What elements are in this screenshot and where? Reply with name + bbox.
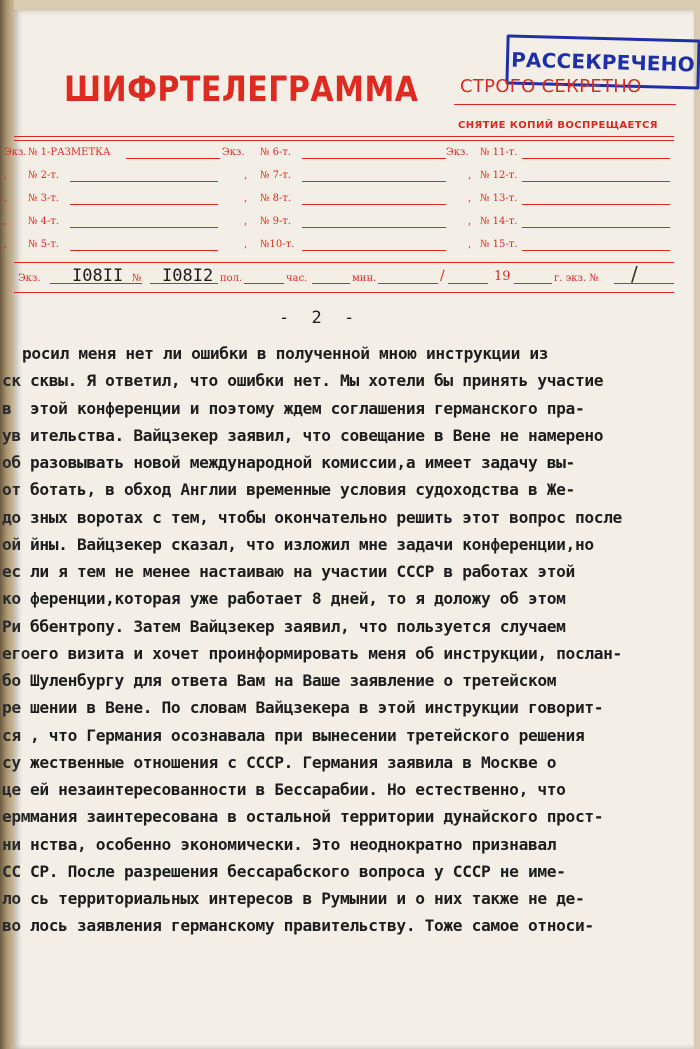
body-line: жественные отношения с СССР. Германия заявила в Москве о — [30, 752, 557, 772]
body-line: , что Германия осознавала при вынесении третейского решения — [30, 725, 585, 745]
copies-label: № 12-т. — [480, 170, 518, 181]
body-line: мания заинтересована в остальной территории дунайского прост- — [30, 807, 604, 827]
no-copy-notice: СНЯТИЕ КОПИЙ ВОСПРЕЩАЕТСЯ — [458, 120, 658, 131]
body-line: этой конференции и поэтому ждем соглашения германского пра- — [30, 398, 585, 418]
copies-label: № 6-т. — [260, 147, 292, 158]
body-line: росил меня нет ли ошибки в полученной мною инструкции из — [22, 344, 549, 363]
copies-prefix: , — [468, 239, 472, 250]
copies-prefix: , — [244, 170, 248, 181]
copies-prefix: , — [4, 193, 8, 204]
copies-label: № 14-т. — [480, 216, 518, 227]
copies-prefix: Экз. — [4, 147, 27, 158]
body-line: йны. Вайцзекер сказал, что изложил мне задачи конференции,но — [30, 534, 594, 554]
reg-number-out: I08I2 — [162, 266, 214, 286]
copies-fill-line — [522, 227, 670, 228]
body-line: его визита и хочет проинформировать меня об инструкции, послан- — [30, 643, 622, 663]
copies-label: № 1-РАЗМЕТКА — [28, 147, 111, 158]
body-line: ботать, в обход Англии временные условия судоходства в Же- — [30, 480, 575, 500]
copies-fill-line — [302, 250, 446, 251]
copies-fill-line — [302, 158, 446, 159]
copies-fill-line — [302, 181, 446, 182]
margin-fragment: СС — [2, 861, 21, 881]
copies-prefix: , — [4, 216, 8, 227]
reg-copy-number: / — [631, 262, 638, 286]
document-sheet — [2, 10, 696, 1049]
copies-fill-line — [522, 204, 670, 205]
margin-fragment: су — [2, 752, 21, 772]
copies-prefix: , — [4, 170, 8, 181]
reg-minutes-label: мин. — [352, 273, 377, 284]
copies-fill-line — [522, 158, 670, 159]
copies-fill-line — [70, 250, 218, 251]
copies-label: № 5-т. — [28, 239, 60, 250]
copies-fill-line — [70, 204, 218, 205]
margin-fragment: об — [2, 453, 21, 472]
copies-prefix: , — [4, 239, 8, 250]
copies-prefix: , — [244, 239, 248, 250]
body-line: СР. После разрешения бессарабского вопроса у СССР не име- — [30, 861, 566, 881]
body-line: зных воротах с тем, чтобы окончательно решить этот вопрос после — [30, 507, 622, 527]
body-line: ференции,которая уже работает 8 дней, то я доложу об этом — [30, 589, 566, 609]
secrecy-label: СТРОГО СЕКРЕТНО — [460, 76, 642, 97]
reg-prefix: Экз. — [18, 273, 41, 284]
copies-prefix: , — [468, 216, 472, 227]
header-rule — [14, 136, 674, 137]
margin-fragment: ой — [2, 534, 21, 554]
body-line: шении в Вене. По словам Вайцзекера в этой инструкции говорит- — [30, 698, 604, 718]
margin-fragment: от — [2, 480, 21, 500]
body-line: разовывать новой международной комиссии,а имеет задачу вы- — [30, 453, 575, 472]
copies-label: № 11-т. — [480, 147, 518, 158]
margin-fragment: ск — [2, 371, 21, 391]
copies-label: № 8-т. — [260, 193, 292, 204]
margin-fragment: ес — [2, 562, 21, 581]
margin-fragment: ув — [2, 425, 21, 445]
copies-row — [4, 147, 694, 167]
copies-rule — [14, 262, 674, 263]
copies-label: № 9-т. — [260, 216, 292, 227]
declassified-stamp: РАССЕКРЕЧЕНО — [505, 34, 700, 89]
margin-fragment: ре — [2, 698, 21, 718]
margin-fragment: бо — [2, 671, 21, 690]
body-line: сквы. Я ответил, что ошибки нет. Мы хотели бы принять участие — [30, 371, 604, 391]
reg-slash: / — [440, 268, 445, 284]
reg-received-label: пол. — [220, 273, 243, 284]
copies-prefix: , — [244, 193, 248, 204]
copies-prefix: , — [244, 216, 248, 227]
reg-number-sign: № — [132, 273, 142, 284]
copies-prefix: Экз. — [222, 147, 245, 158]
body-line: ительства. Вайцзекер заявил, что совещание в Вене не намерено — [30, 425, 604, 445]
margin-fragment: во — [2, 916, 21, 936]
header-rule-2 — [14, 140, 674, 141]
body-line: сь территориальных интересов в Румынии и о них также не де- — [30, 889, 585, 908]
copies-row — [4, 170, 694, 190]
body-line: лось заявления германскому правительству. Тоже самое относи- — [30, 916, 594, 936]
body-line: ей незаинтересованности в Бессарабии. Но естественно, что — [30, 780, 566, 799]
registration-line — [18, 268, 688, 290]
margin-fragment: це — [2, 780, 21, 799]
reg-year: 19 — [494, 269, 511, 284]
copies-fill-line — [522, 250, 670, 251]
copies-label: № 2-т. — [28, 170, 60, 181]
copies-prefix: , — [468, 170, 472, 181]
secrecy-underline — [454, 104, 676, 105]
registration-rule — [14, 292, 674, 293]
body-line: нства, особенно экономически. Это неоднократно признавал — [30, 834, 557, 854]
margin-fragment: ло — [2, 889, 21, 908]
margin-fragment: ерм — [2, 807, 31, 827]
margin-fragment: Ри — [2, 616, 21, 636]
copies-label: № 7-т. — [260, 170, 292, 181]
copies-fill-line — [70, 181, 218, 182]
body-line: ббентропу. Затем Вайцзекер заявил, что пользуется случаем — [30, 616, 566, 636]
copies-prefix: , — [468, 193, 472, 204]
margin-fragment: ко — [2, 589, 21, 609]
copies-label: № 13-т. — [480, 193, 518, 204]
margin-fragment: ни — [2, 834, 21, 854]
margin-fragment: в — [2, 398, 12, 418]
body-line: Шуленбургу для ответа Вам на Ваше заявление о третейском — [30, 671, 557, 690]
copies-fill-line — [302, 227, 446, 228]
copies-fill-line — [522, 181, 670, 182]
copies-row — [4, 193, 694, 213]
copies-label: №10-т. — [260, 239, 295, 250]
reg-year-suffix: г. экз. № — [554, 273, 599, 284]
document-title: ШИФРТЕЛЕГРАММА — [64, 70, 419, 111]
copies-row — [4, 216, 694, 236]
copies-prefix: Экз. — [446, 147, 469, 158]
copies-fill-line — [126, 158, 220, 159]
reg-hours-label: час. — [286, 273, 308, 284]
copies-label: № 15-т. — [480, 239, 518, 250]
copies-row — [4, 239, 694, 259]
page-number: - 2 - — [279, 308, 361, 328]
reg-number-in: I08II — [72, 266, 124, 286]
margin-fragment: до — [2, 507, 21, 527]
copies-label: № 3-т. — [28, 193, 60, 204]
body-line: ли я тем не менее настаиваю на участии СССР в работах этой — [30, 562, 575, 581]
copies-label: № 4-т. — [28, 216, 60, 227]
margin-fragment: его — [2, 643, 31, 663]
margin-fragment: ся — [2, 725, 21, 745]
copies-fill-line — [302, 204, 446, 205]
copies-fill-line — [70, 227, 218, 228]
